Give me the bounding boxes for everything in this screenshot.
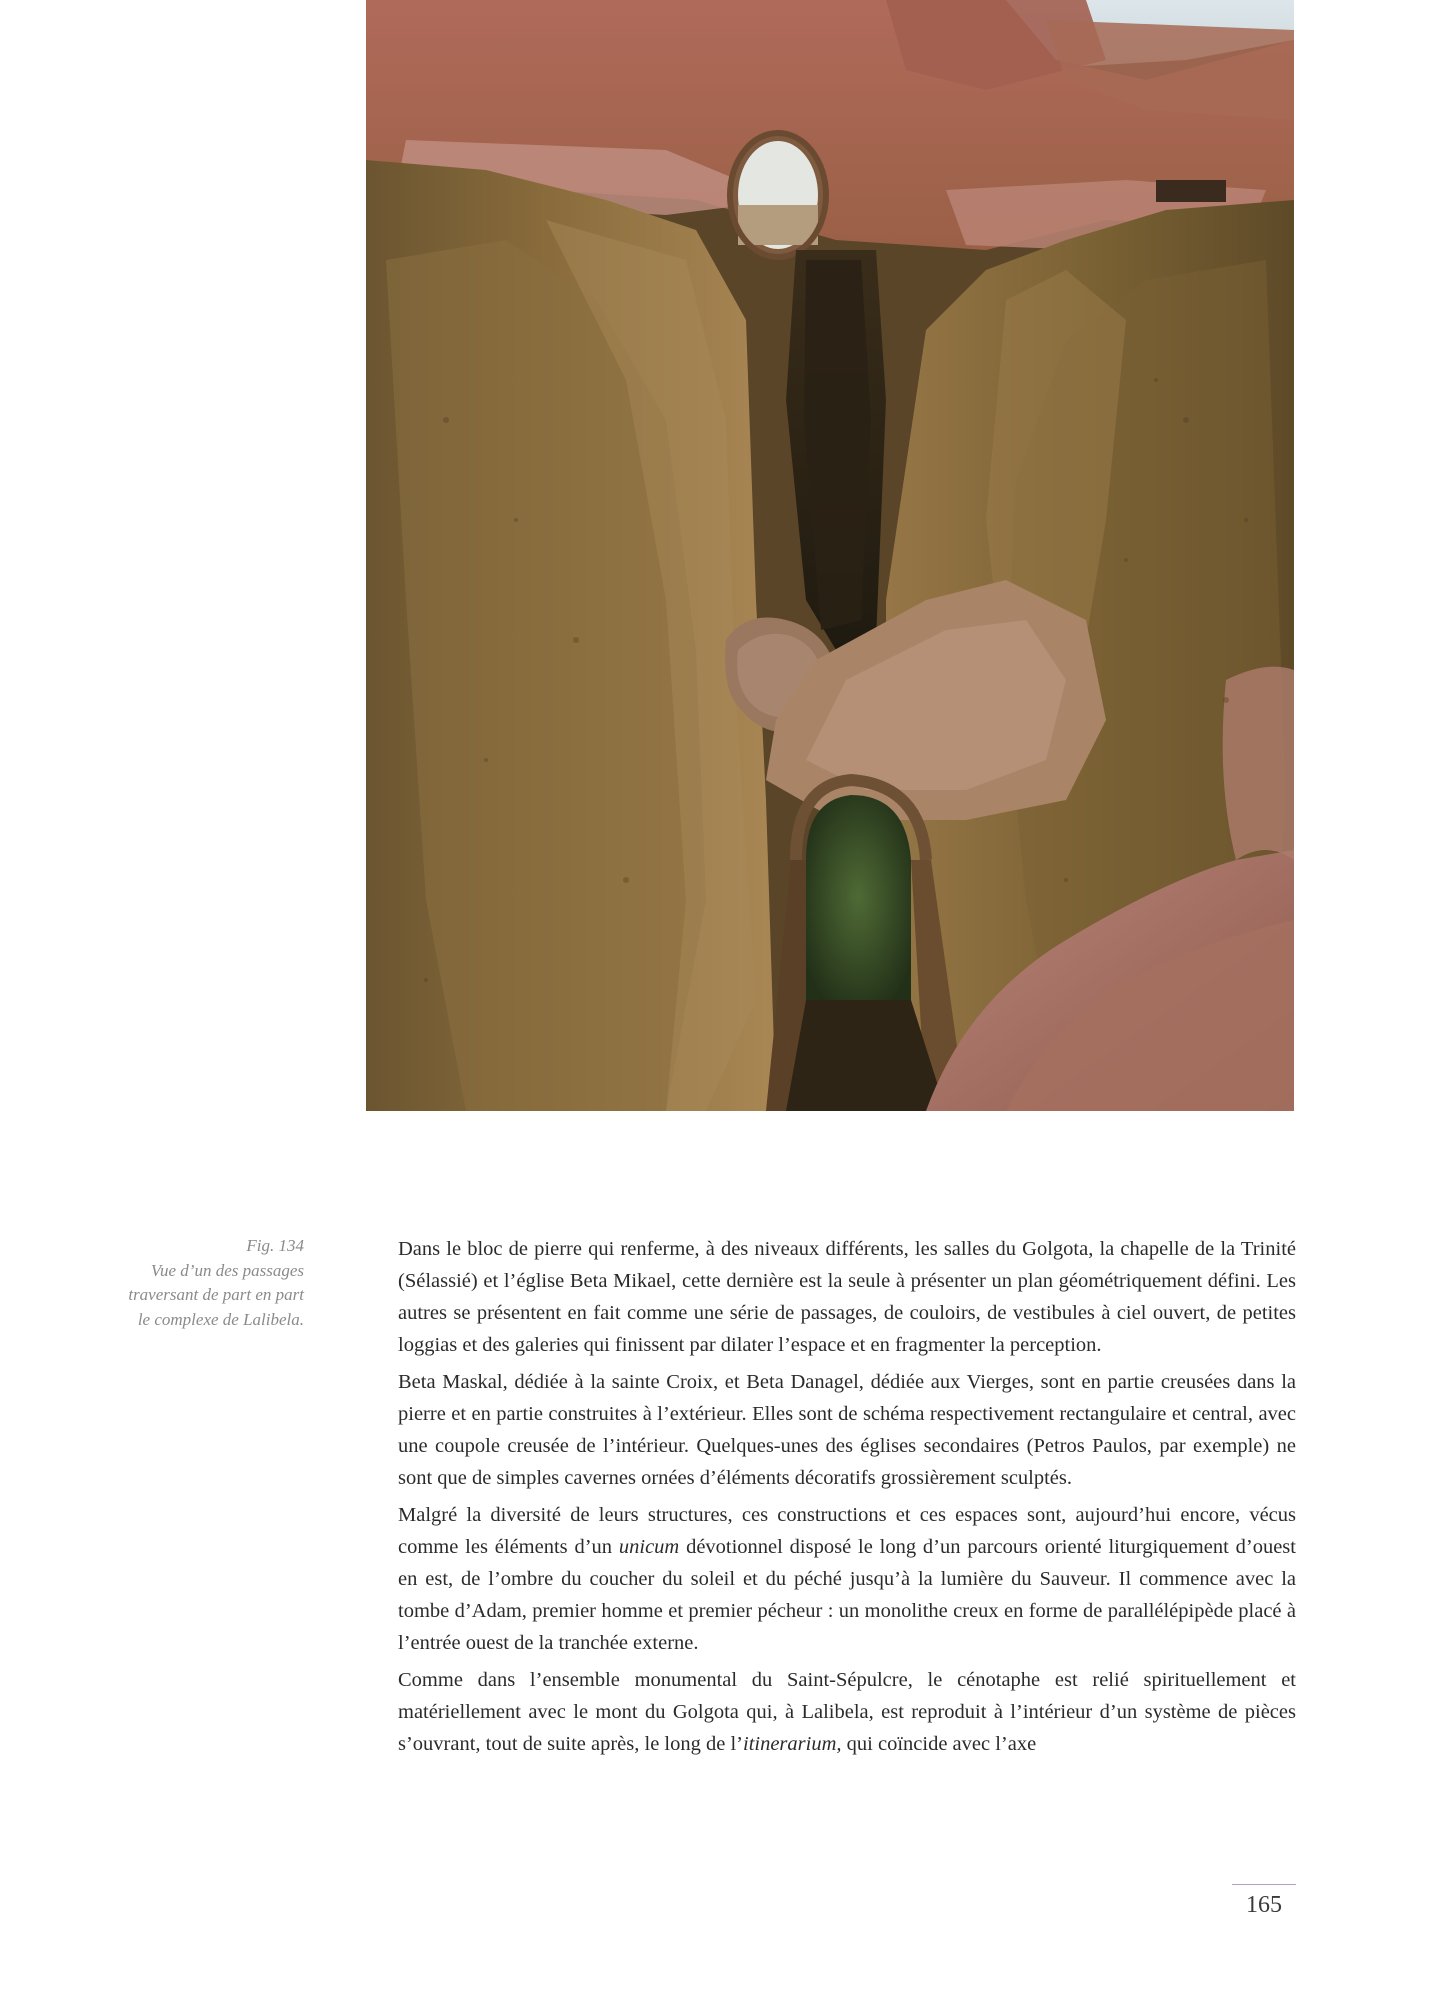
page-number: 165	[1246, 1892, 1282, 1918]
paragraph	[398, 1664, 1296, 1760]
paragraph-text: dévotionnel disposé le long d’un parcours orienté liturgiquement d’ouest en est, de l’ombre du coucher du soleil et du péché jusqu’à la lumière du Sauveur. Il commence avec la tombe d’Adam, premier homme et premier pécheur : un monolithe creux en forme de parallélépipède placé à l’entrée ouest de la tranchée externe.	[398, 1536, 1296, 1654]
caption-line: traversant de part en part	[128, 1285, 304, 1304]
caption-line: Vue d’un des passages	[150, 1260, 304, 1280]
paragraph-text: qui coïncide avec l’axe	[841, 1733, 1037, 1755]
italic-term: itinerarium,	[743, 1733, 842, 1755]
figure-caption	[60, 1234, 304, 1332]
paragraph	[398, 1233, 1296, 1361]
caption-line: le complexe de Lalibela.	[137, 1309, 304, 1329]
paragraph-text: Comme dans l’ensemble monumental du Saint-Sépulcre, le cénotaphe est relié spirituellement et matériellement avec le mont du Golgota qui, à Lalibela, est reproduit à l’intérieur d’un système de pièces s’ouvrant, tout de suite après, le long de l’	[398, 1669, 1296, 1755]
paragraph-text: Beta Maskal, dédiée à la sainte Croix, et Beta Danagel, dédiée aux Vierges, sont en partie creusées dans la pierre et en partie construites à l’extérieur. Elles sont de schéma respectivement rectangulaire et central, avec une coupole creusée de l’intérieur. Quelques-unes des églises secondaires (Petros Paulos, par exemple) ne sont que de simples cavernes ornées d’éléments décoratifs grossièrement sculptés.	[398, 1371, 1296, 1489]
figure-photo	[366, 0, 1294, 1111]
body-text	[398, 1233, 1296, 1765]
paragraph	[398, 1499, 1296, 1659]
italic-term: unicum	[618, 1536, 680, 1558]
folio-rule	[1232, 1884, 1296, 1885]
figure-number: Fig. 134	[246, 1236, 304, 1255]
paragraph	[398, 1366, 1296, 1494]
paragraph-text: Malgré la diversité de leurs structures, ces constructions et ces espaces sont, aujourd’hui encore, vécus comme les éléments d’un	[398, 1504, 1296, 1558]
paragraph-text: Dans le bloc de pierre qui renferme, à des niveaux différents, les salles du Golgota, la chapelle de la Trinité (Sélassié) et l’église Beta Mikael, cette dernière est la seule à présenter un plan géométriquement défini. Les autres se présentent en fait comme une série de passages, de couloirs, de vestibules à ciel ouvert, de petites loggias et des galeries qui finissent par dilater l’espace et en fragmenter la perception.	[398, 1238, 1296, 1356]
